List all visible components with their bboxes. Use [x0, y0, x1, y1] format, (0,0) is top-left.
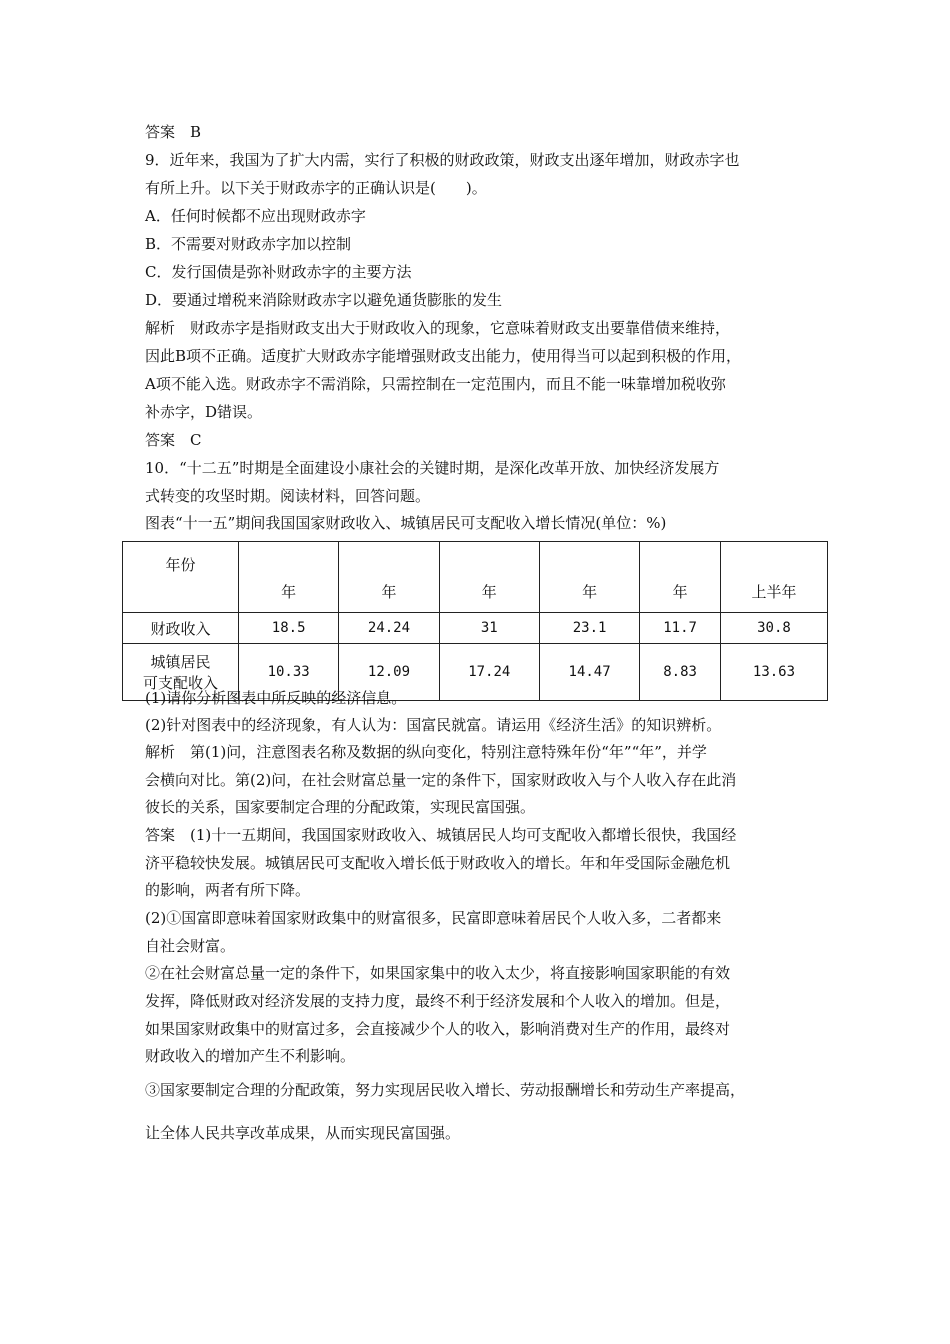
q9-option-c: C．发行国债是弥补财政赤字的主要方法: [145, 263, 412, 281]
q9-analysis-line1: 解析 财政赤字是指财政支出大于财政收入的现象，它意味着财政支出要靠借债来维持，: [145, 319, 731, 337]
table-cell: 24.24: [339, 613, 439, 644]
table-cell: 30.8: [720, 613, 827, 644]
table-row: [123, 613, 828, 644]
year-header: 年: [539, 542, 639, 613]
q9-analysis-line3: A项不能入选。财政赤字不需消除，只需控制在一定范围内，而且不能一味靠增加税收弥: [145, 375, 726, 393]
table-cell: 17.24: [439, 644, 539, 701]
table-header-row: [123, 542, 828, 613]
table-cell: 14.47: [539, 644, 639, 701]
year-header: 年: [439, 542, 539, 613]
q9-stem-line1: 9．近年来，我国为了扩大内需，实行了积极的财政政策，财政支出逐年增加，财政赤字也: [145, 151, 740, 169]
q9-analysis-line4: 补赤字，D错误。: [145, 403, 263, 421]
q10-answer-line1: 答案 (1)十一五期间，我国国家财政收入、城镇居民人均可支配收入都增长很快，我国经: [145, 826, 737, 844]
answer-8: 答案 B: [145, 123, 202, 141]
table-cell: 23.1: [539, 613, 639, 644]
table-cell: 13.63: [720, 644, 827, 701]
q9-option-d: D．要通过增税来消除财政赤字以避免通货膨胀的发生: [145, 291, 503, 309]
table-caption: 图表“十一五”期间我国国家财政收入、城镇居民可支配收入增长情况(单位：%): [145, 514, 667, 532]
q10-analysis-line3: 彼长的关系，国家要制定合理的分配政策，实现民富国强。: [145, 798, 536, 816]
header-label: 年份: [123, 542, 239, 613]
table-cell: 10.33: [239, 644, 339, 701]
row-label: 财政收入: [123, 613, 239, 644]
year-header: 年: [239, 542, 339, 613]
q10-analysis-line1: 解析 第(1)问，注意图表名称及数据的纵向变化，特别注意特殊年份“年”“年”，并学: [145, 743, 707, 761]
q9-option-a: A．任何时候都不应出现财政赤字: [145, 207, 366, 225]
q10-answer-line11: 让全体人民共享改革成果，从而实现民富国强。: [145, 1124, 461, 1142]
q10-answer-line4: (2)①国富即意味着国家财政集中的财富很多，民富即意味着居民个人收入多，二者都来: [145, 909, 722, 927]
income-growth-table: [122, 541, 828, 701]
table-cell: 12.09: [339, 644, 439, 701]
row-label-line1: 城镇居民: [150, 653, 211, 671]
q10-answer-line10: ③国家要制定合理的分配政策，努力实现居民收入增长、劳动报酬增长和劳动生产率提高，: [145, 1081, 746, 1099]
year-header: 上半年: [720, 542, 827, 613]
year-header: 年: [339, 542, 439, 613]
q10-answer-line3: 的影响，两者有所下降。: [145, 881, 311, 899]
q9-stem-line2: 有所上升。以下关于财政赤字的正确认识是( )。: [145, 179, 487, 197]
year-header: 年: [640, 542, 721, 613]
q10-answer-line8: 如果国家财政集中的财富过多，会直接减少个人的收入，影响消费对生产的作用，最终对: [145, 1020, 731, 1038]
q10-analysis-line2: 会横向对比。第(2)问，在社会财富总量一定的条件下，国家财政收入与个人收入存在此消: [145, 771, 737, 789]
q9-answer: 答案 C: [145, 431, 202, 449]
q10-answer-line6: ②在社会财富总量一定的条件下，如果国家集中的收入太少，将直接影响国家职能的有效: [145, 964, 731, 982]
q10-answer-line9: 财政收入的增加产生不利影响。: [145, 1047, 356, 1065]
q9-analysis-line2: 因此B项不正确。适度扩大财政赤字能增强财政支出能力，使用得当可以起到积极的作用，: [145, 347, 742, 365]
table-cell: 11.7: [640, 613, 721, 644]
q9-option-b: B．不需要对财政赤字加以控制: [145, 235, 352, 253]
q10-answer-line5: 自社会财富。: [145, 937, 236, 955]
row-label-line2: 可支配收入: [142, 674, 218, 692]
q10-answer-line7: 发挥，降低财政对经济发展的支持力度，最终不利于经济发展和个人收入的增加。但是，: [145, 992, 731, 1010]
table-cell: 18.5: [239, 613, 339, 644]
q10-stem-line2: 式转变的攻坚时期。阅读材料，回答问题。: [145, 487, 431, 505]
q10-answer-line2: 济平稳较快发展。城镇居民可支配收入增长低于财政收入的增长。年和年受国际金融危机: [145, 854, 731, 872]
q10-sub-question-1: (1)请你分析图表中所反映的经济信息。: [145, 689, 407, 707]
table-cell: 8.83: [640, 644, 721, 701]
table-cell: 31: [439, 613, 539, 644]
q10-stem-line1: 10．“十二五”时期是全面建设小康社会的关键时期，是深化改革开放、加快经济发展方: [145, 459, 720, 477]
q10-sub-question-2: (2)针对图表中的经济现象，有人认为：国富民就富。请运用《经济生活》的知识辨析。: [145, 716, 722, 734]
